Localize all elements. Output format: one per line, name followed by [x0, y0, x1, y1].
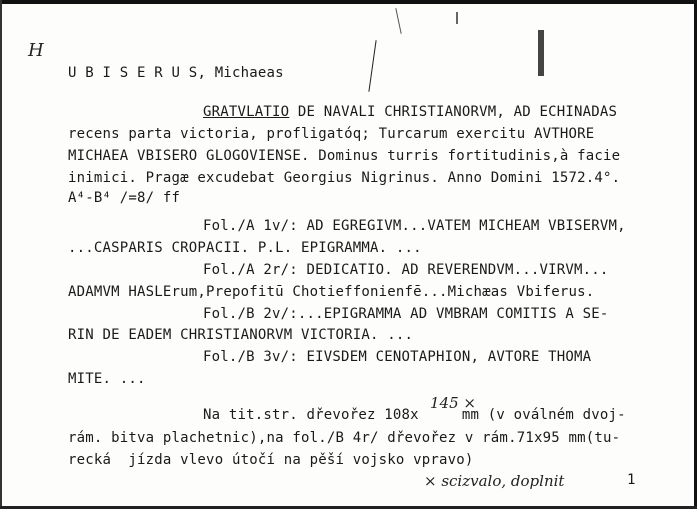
card-top-edge: [0, 0, 697, 4]
woodcut-note-2: rám. bitva plachetnic),na fol./B 4r/ dřevořez v rám.71x95 mm(tu-: [68, 430, 621, 446]
collation-line: A⁴-B⁴ /=8/ ff: [68, 190, 181, 206]
folio-note-4b: MITE. ...: [68, 371, 146, 387]
folio-note-1a: Fol./A 1v/: AD EGREGIVM...VATEM MICHEAM VBISERVM,: [203, 218, 626, 234]
folio-note-3a: Fol./B 2v/:...EPIGRAMMA AD VMBRAM COMITIS A SE-: [203, 306, 609, 322]
card-left-edge: [0, 0, 2, 509]
card-number: 1: [627, 472, 636, 488]
pencil-stroke: [456, 12, 458, 24]
corner-pencil-mark: H: [28, 40, 44, 61]
author-given-name: , Michaeas: [197, 65, 284, 81]
woodcut-note-1: Na tit.str. dřevořez 108x mm (v oválném dvoj-: [203, 407, 626, 423]
title-line-2: recens parta victoria, profligatóq; Turcarum exercitu AVTHORE: [68, 126, 595, 142]
author-heading: [68, 64, 284, 82]
folio-note-3b: RIN DE EADEM CHRISTIANORVM VICTORIA. ...: [68, 327, 414, 343]
pencil-stroke: [368, 40, 376, 92]
handwritten-footer-note: × scizvalo, doplnit: [424, 472, 565, 490]
folio-note-4a: Fol./B 3v/: EIVSDEM CENOTAPHION, AVTORE THOMA: [203, 349, 592, 365]
title-line-1: [203, 103, 617, 121]
ink-smudge: [538, 30, 544, 76]
woodcut-note-3: recká jízda vlevo útočí na pěší vojsko vpravo): [68, 452, 474, 468]
folio-note-2a: Fol./A 2r/: DEDICATIO. AD REVERENDVM...VIRVM...: [203, 262, 609, 278]
pencil-stroke: [395, 8, 401, 34]
imprint-line: inimici. Pragæ excudebat Georgius Nigrinus. Anno Domini 1572.4°.: [68, 170, 621, 186]
title-line-1-text: DE NAVALI CHRISTIANORVM, AD ECHINADAS: [289, 104, 618, 120]
title-line-3: MICHAEA VBISERO GLOGOVIENSE. Dominus turris fortitudinis,à facie: [68, 148, 621, 164]
handwritten-dimension: 145 ×: [430, 394, 476, 412]
title-keyword: GRATVLATIO: [203, 104, 290, 120]
folio-note-1b: ...CASPARIS CROPACII. P.L. EPIGRAMMA. ...: [68, 240, 422, 256]
author-surname: U B I S E R U S: [68, 65, 198, 81]
folio-note-2b: ADAMVM HASLErum,Prepofitū Chotieffonienfē...Michæas Vbiferus.: [68, 284, 595, 300]
